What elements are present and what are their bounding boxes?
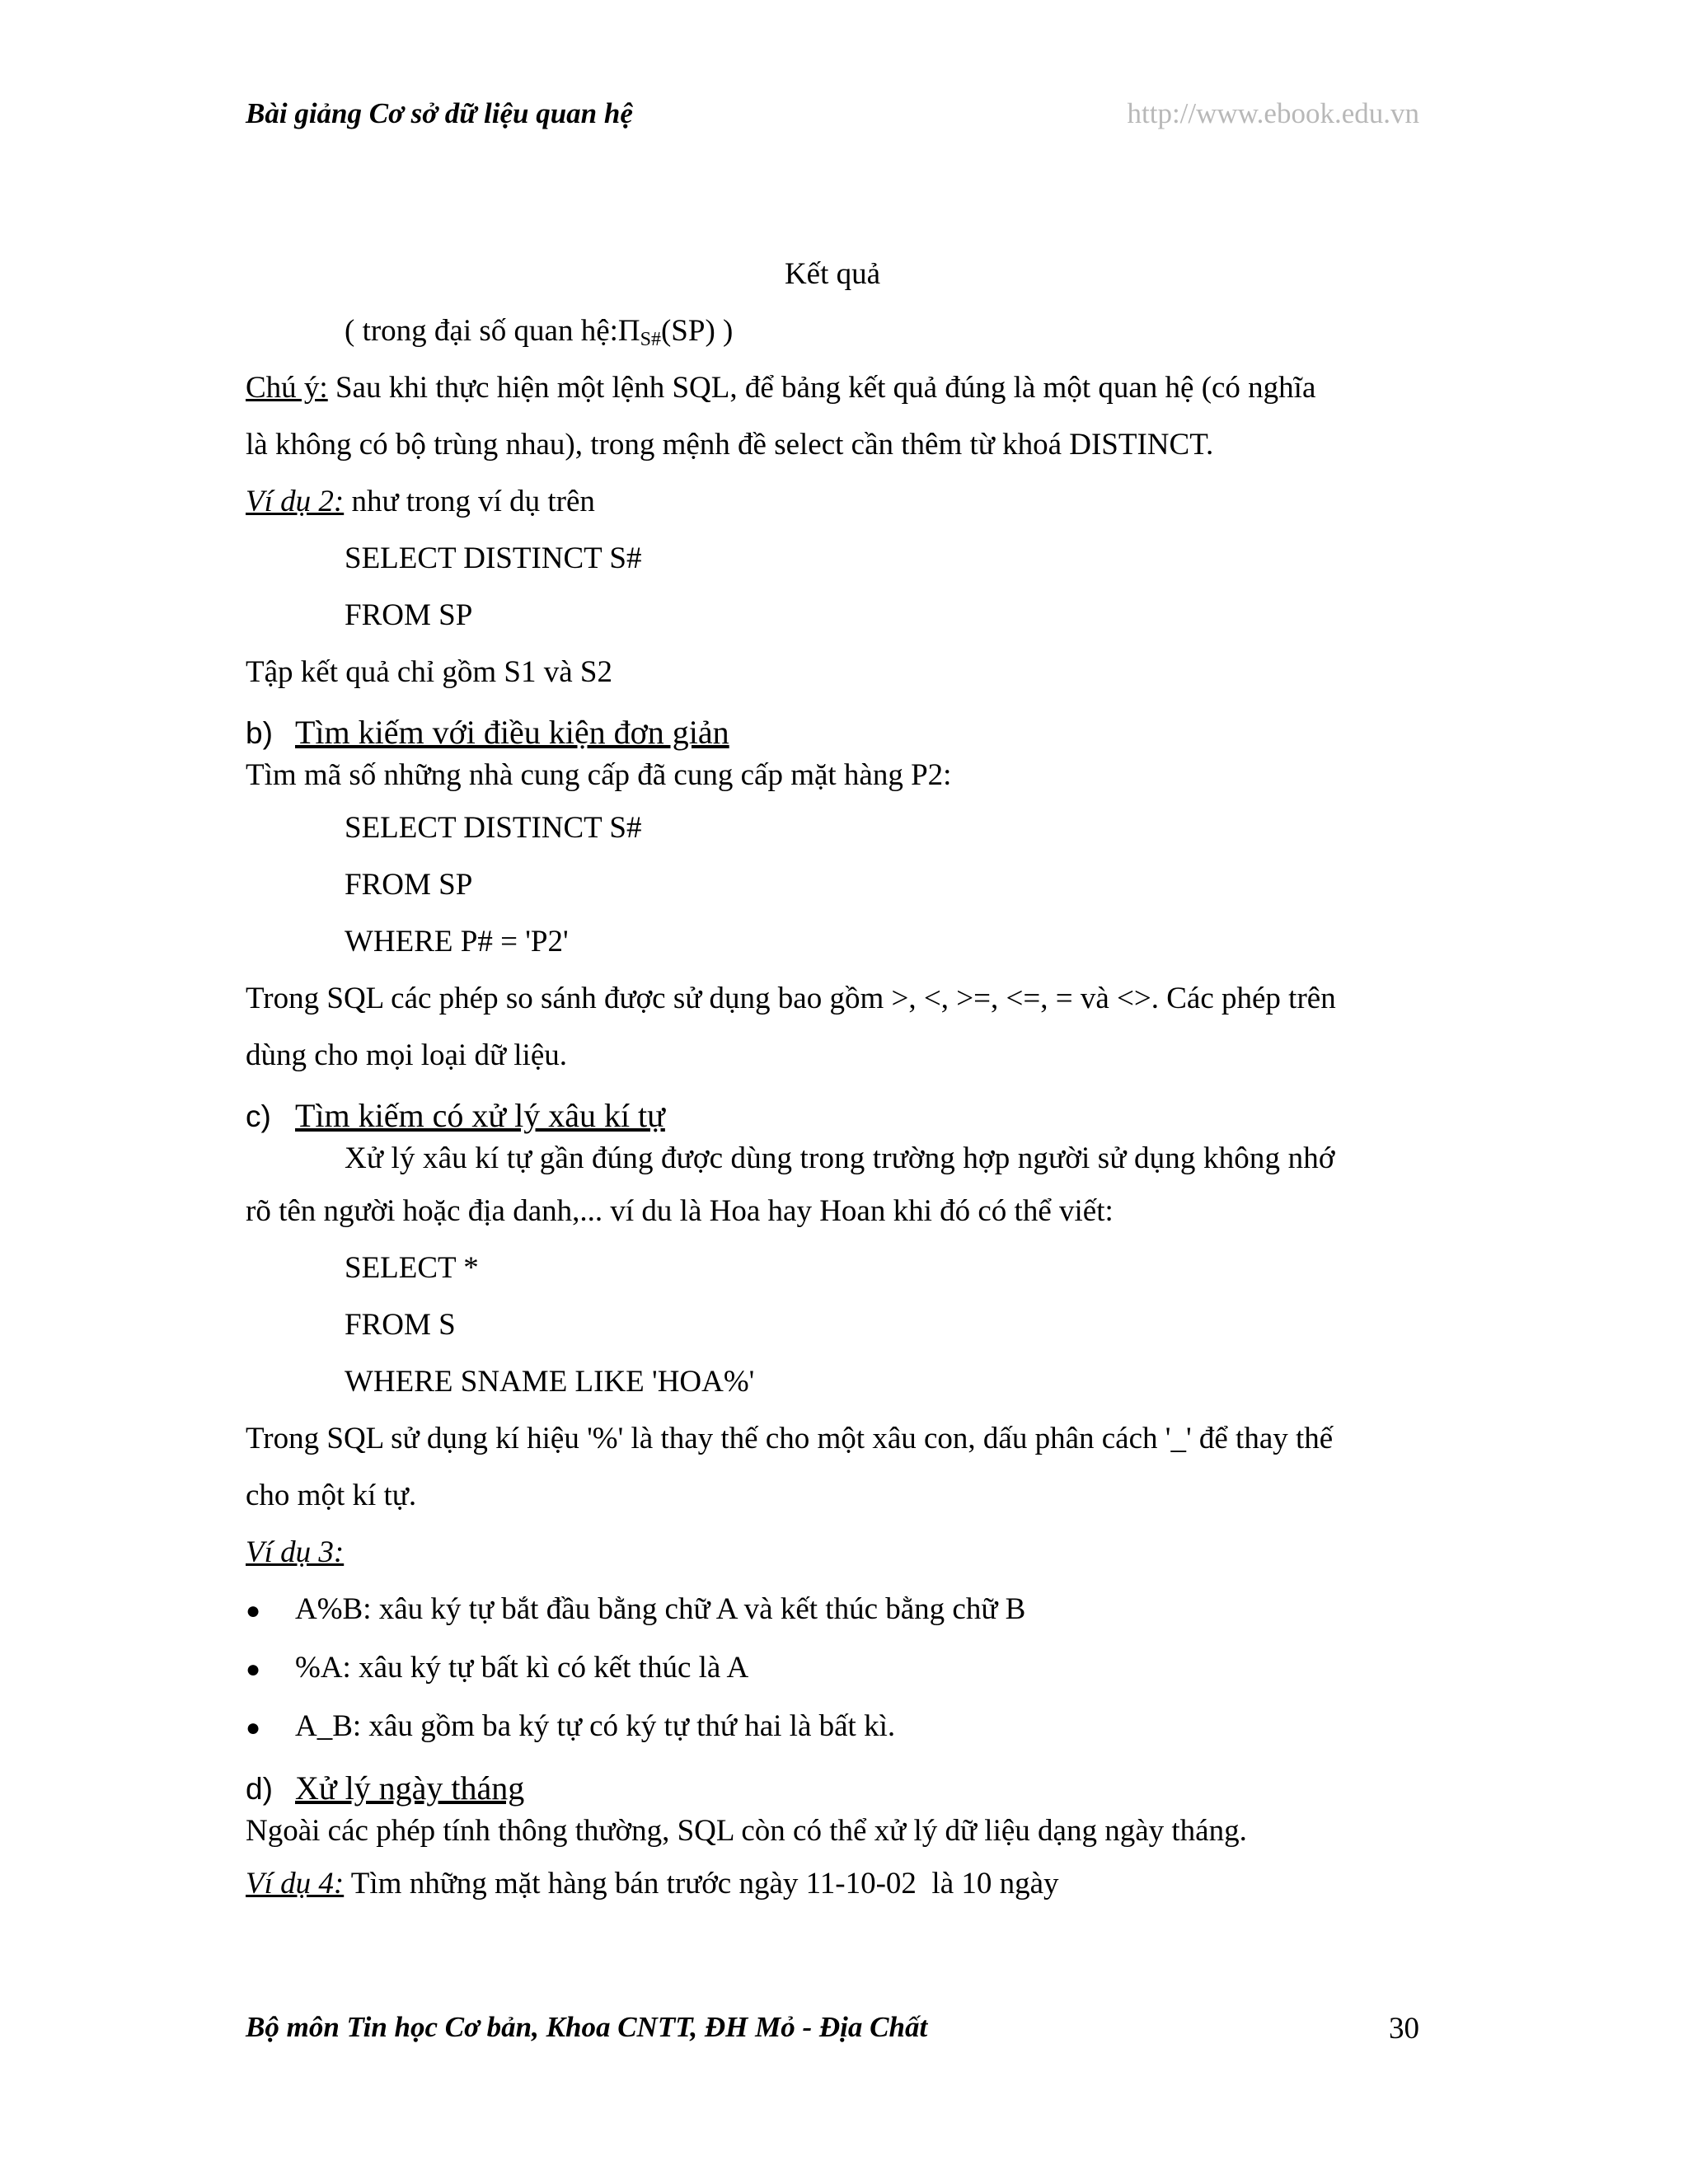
code-line: WHERE P# = 'P2' (345, 925, 569, 958)
bullet-icon: ● (246, 1597, 261, 1624)
section-c-text-3: Trong SQL sử dụng kí hiệu '%' là thay thế cho một xâu con, dấu phân cách '_' để thay thế (246, 1422, 1334, 1455)
footer-department: Bộ môn Tin học Cơ bản, Khoa CNTT, ĐH Mỏ - Địa Chất (246, 2011, 928, 2043)
section-letter: c) (246, 1099, 271, 1133)
result-title: Kết quả (784, 257, 881, 291)
example-2: Ví dụ 2: như trong ví dụ trên (246, 485, 595, 518)
section-b-heading (246, 704, 1419, 752)
list-item: ● A%B: xâu ký tự bắt đầu bằng chữ A và kết thúc bằng chữ B (246, 1581, 1419, 1639)
bullet-list (246, 1581, 1419, 1756)
header-url: http://www.ebook.edu.vn (1127, 97, 1419, 129)
section-letter: b) (246, 716, 273, 750)
code-line: FROM SP (345, 868, 473, 902)
example-4: Ví dụ 4: Tìm những mặt hàng bán trước ngày 11-10-02 là 10 ngày (246, 1867, 1059, 1900)
code-line: SELECT DISTINCT S# (345, 811, 642, 845)
code-line: SELECT * (345, 1251, 479, 1285)
section-c-text-4: cho một kí tự. (246, 1479, 417, 1512)
section-title: Tìm kiếm có xử lý xâu kí tự (295, 1097, 665, 1134)
code-line: FROM SP (345, 598, 473, 632)
section-c-text-2: rõ tên người hoặc địa danh,... ví du là Hoa hay Hoan khi đó có thể viết: (246, 1194, 1114, 1228)
example-4-label: Ví dụ 4: (246, 1867, 345, 1900)
note-line-1: Chú ý: Sau khi thực hiện một lệnh SQL, để bảng kết quả đúng là một quan hệ (có nghĩa (246, 371, 1316, 405)
header-title: Bài giảng Cơ sở dữ liệu quan hệ (246, 97, 633, 129)
bullet-icon: ● (246, 1656, 261, 1683)
section-b-intro: Tìm mã số những nhà cung cấp đã cung cấp mặt hàng P2: (246, 758, 952, 792)
example-2-label: Ví dụ 2: (246, 485, 345, 518)
section-d-text: Ngoài các phép tính thông thường, SQL còn có thể xử lý dữ liệu dạng ngày tháng. (246, 1814, 1247, 1848)
example-2-result: Tập kết quả chỉ gồm S1 và S2 (246, 655, 612, 689)
list-item: ● %A: xâu ký tự bất kì có kết thúc là A (246, 1639, 1419, 1698)
section-title: Xử lý ngày tháng (295, 1769, 525, 1807)
code-line: SELECT DISTINCT S# (345, 541, 642, 575)
note-line-2: là không có bộ trùng nhau), trong mệnh đề select cần thêm từ khoá DISTINCT. (246, 428, 1214, 462)
section-b-text-2: dùng cho mọi loại dữ liệu. (246, 1038, 567, 1072)
section-c-text-1: Xử lý xâu kí tự gần đúng được dùng trong trường hợp người sử dụng không nhớ (345, 1141, 1335, 1175)
section-b-text-1: Trong SQL các phép so sánh được sử dụng bao gồm >, <, >=, <=, = và <>. Các phép trên (246, 982, 1336, 1015)
page-number: 30 (1389, 2012, 1419, 2046)
code-line: WHERE SNAME LIKE 'HOA%' (345, 1365, 755, 1399)
section-c-heading (246, 1087, 1419, 1135)
section-letter: d) (246, 1772, 273, 1806)
algebra-expression: ( trong đại số quan $hệ:\Pi_{S\#}(SP)$ ) (345, 314, 734, 350)
code-line: FROM S (345, 1308, 456, 1342)
section-d-heading (246, 1760, 1419, 1807)
bullet-icon: ● (246, 1714, 261, 1741)
list-item: ● A_B: xâu gồm ba ký tự có ký tự thứ hai là bất kì. (246, 1698, 1419, 1756)
note-label: Chú ý: (246, 371, 328, 405)
section-title: Tìm kiếm với điều kiện đơn giản (295, 714, 729, 751)
example-3-label: Ví dụ 3: (246, 1535, 345, 1569)
page-content (246, 246, 1419, 1912)
